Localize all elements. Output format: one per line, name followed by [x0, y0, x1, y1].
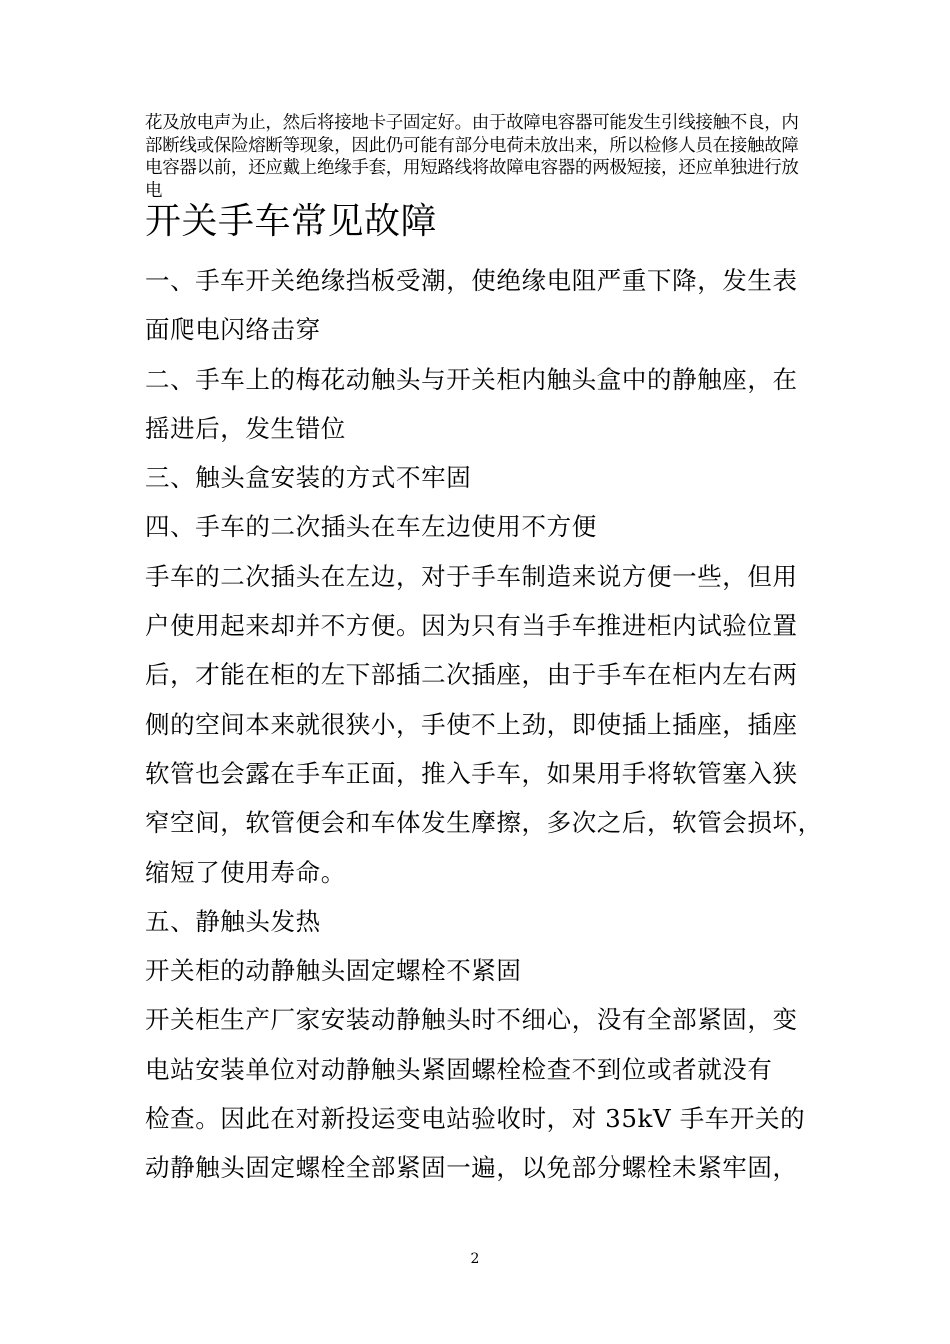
- text-line: 面爬电闪络击穿: [145, 315, 321, 345]
- text-line: 五、静触头发热: [145, 906, 321, 936]
- text-line: 四、手车的二次插头在车左边使用不方便: [145, 512, 597, 542]
- body-text: [145, 256, 823, 1193]
- section-title: 开关手车常见故障: [145, 201, 438, 242]
- text-line: 软管也会露在手车正面，推入手车，如果用手将软管塞入狭: [145, 758, 798, 788]
- text-line: 二、手车上的梅花动触头与开关柜内触头盒中的静触座，在: [145, 364, 798, 394]
- text-line: 手车的二次插头在左边，对于手车制造来说方便一些，但用: [145, 561, 798, 591]
- text-line: 侧的空间本来就很狭小，手使不上劲，即使插上插座，插座: [145, 709, 798, 739]
- text-line: 窄空间，软管便会和车体发生摩擦，多次之后，软管会损坏，: [145, 808, 823, 838]
- text-line: 开关柜的动静触头固定螺栓不紧固: [145, 956, 522, 986]
- text-line: 户使用起来却并不方便。因为只有当手车推进柜内试验位置: [145, 611, 798, 641]
- text-line: 检查。因此在对新投运变电站验收时，对 35kV 手车开关的: [145, 1104, 806, 1134]
- text-line: 电站安装单位对动静触头紧固螺栓检查不到位或者就没有: [145, 1054, 773, 1084]
- page-number: 2: [470, 1251, 480, 1267]
- text-line: 三、触头盒安装的方式不牢固: [145, 463, 472, 493]
- continued-paragraph: 花及放电声为止，然后将接地卡子固定好。由于故障电容器可能发生引线接触不良，内部断线或保险熔断等现象，因此仍可能有部分电荷未放出来，所以检修人员在接触故障电容器以前，还应戴上绝缘手套，用短路线将故障电容器的两极短接，还应单独进行放电: [145, 113, 799, 201]
- text-line: 动静触头固定螺栓全部紧固一遍，以免部分螺栓未紧牢固，: [145, 1153, 798, 1183]
- text-line: 摇进后，发生错位: [145, 413, 346, 443]
- text-line: 缩短了使用寿命。: [145, 857, 346, 887]
- text-line: 后，才能在柜的左下部插二次插座，由于手车在柜内左右两: [145, 660, 798, 690]
- text-line: 一、手车开关绝缘挡板受潮，使绝缘电阻严重下降，发生表: [145, 266, 798, 295]
- text-line: 开关柜生产厂家安装动静触头时不细心，没有全部紧固，变: [145, 1005, 798, 1035]
